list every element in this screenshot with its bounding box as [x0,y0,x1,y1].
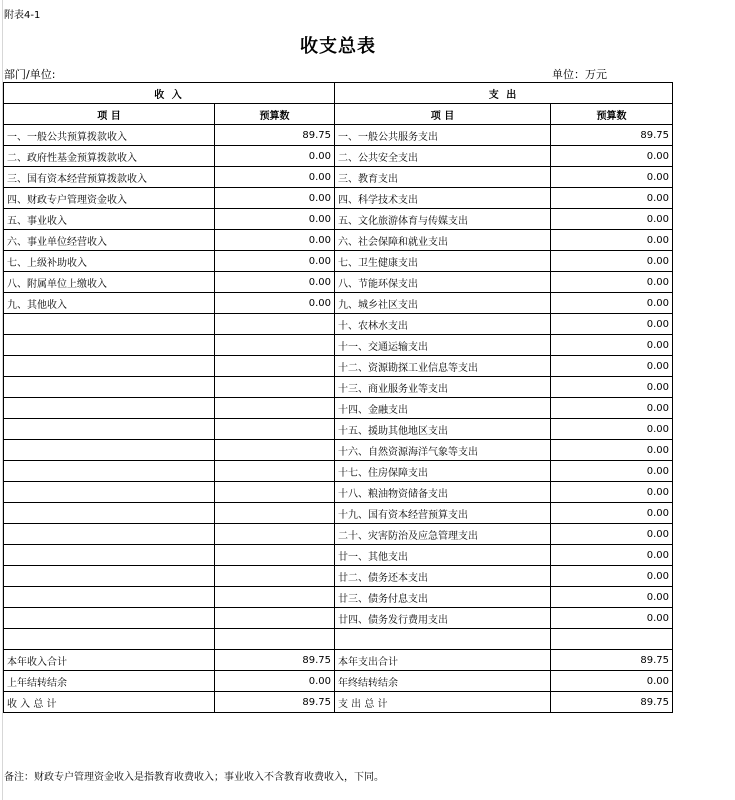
income_year-label: 本年收入合计 [4,650,215,671]
table-row [4,146,673,167]
expense_year-label: 本年支出合计 [335,650,551,671]
annex-label: 附表4-1 [4,10,41,21]
income-item-name [4,545,215,566]
expense-item-name: 一、一般公共服务支出 [335,125,551,146]
expense-item-value: 0.00 [551,188,673,209]
expense-item-value: 0.00 [551,545,673,566]
expense-item-value: 0.00 [551,314,673,335]
grand-total-row [4,692,673,713]
income-item-value: 89.75 [215,125,335,146]
income-item-name [4,608,215,629]
expense-item-value: 0.00 [551,482,673,503]
table-row [4,356,673,377]
income-item-name [4,482,215,503]
expense-item-name: 二十、灾害防治及应急管理支出 [335,524,551,545]
income-item-name: 三、国有资本经营预算拨款收入 [4,167,215,188]
carryover-row [4,671,673,692]
income-budget-header: 预算数 [215,104,335,125]
expense-item-value: 0.00 [551,251,673,272]
expense-item-name: 九、城乡社区支出 [335,293,551,314]
table-row [4,167,673,188]
income-item-name: 九、其他收入 [4,293,215,314]
income_carry-label: 上年结转结余 [4,671,215,692]
income-item-name: 一、一般公共预算拨款收入 [4,125,215,146]
expense-item-name: 十八、粮油物资储备支出 [335,482,551,503]
expense-item-value: 0.00 [551,398,673,419]
income-item-value [215,566,335,587]
expense-item-name: 六、社会保障和就业支出 [335,230,551,251]
income-item-value [215,356,335,377]
expense-header: 支 出 [335,83,673,104]
table-row [4,188,673,209]
income-item-value [215,545,335,566]
income-item-value [215,482,335,503]
expense-item-value: 0.00 [551,461,673,482]
expense-item-value: 0.00 [551,587,673,608]
income-item-name [4,440,215,461]
table-row [4,335,673,356]
income-item-name: 八、附属单位上缴收入 [4,272,215,293]
page-title: 收支总表 [300,36,376,57]
expense-item-value: 0.00 [551,608,673,629]
expense-item-name: 十六、自然资源海洋气象等支出 [335,440,551,461]
table-row [4,230,673,251]
expense-item-value: 0.00 [551,335,673,356]
income-item-value [215,377,335,398]
table-row [4,524,673,545]
income-item-name: 五、事业收入 [4,209,215,230]
expense-item-value: 0.00 [551,293,673,314]
expense-item-name: 八、节能环保支出 [335,272,551,293]
income_total-label: 收 入 总 计 [4,692,215,713]
income-item-value: 0.00 [215,209,335,230]
table-row [4,461,673,482]
footnote: 备注：财政专户管理资金收入是指教育收费收入；事业收入不含教育收费收入，下同。 [4,772,384,783]
income-item-name [4,419,215,440]
expense-item-name: 七、卫生健康支出 [335,251,551,272]
table-row [4,566,673,587]
blank-cell [335,629,551,650]
table-subheader-row [4,104,673,125]
expense-item-value: 0.00 [551,272,673,293]
income-item-name [4,314,215,335]
expense-item-name: 五、文化旅游体育与传媒支出 [335,209,551,230]
expense-item-name: 廿二、债务还本支出 [335,566,551,587]
income-item-header: 项 目 [4,104,215,125]
table-row [4,125,673,146]
year-total-row [4,650,673,671]
expense-item-name: 十二、资源勘探工业信息等支出 [335,356,551,377]
income_carry-value: 0.00 [215,671,335,692]
income-item-name [4,566,215,587]
blank-row [4,629,673,650]
expense-item-name: 四、科学技术支出 [335,188,551,209]
income-item-value [215,440,335,461]
expense-item-name: 十三、商业服务业等支出 [335,377,551,398]
income-item-value: 0.00 [215,230,335,251]
income-item-name [4,398,215,419]
income-item-name: 七、上级补助收入 [4,251,215,272]
income-item-name [4,335,215,356]
income-item-value: 0.00 [215,146,335,167]
expense-item-name: 十七、住房保障支出 [335,461,551,482]
expense-item-name: 廿一、其他支出 [335,545,551,566]
expense-item-value: 0.00 [551,167,673,188]
blank-cell [551,629,673,650]
income-item-value [215,503,335,524]
income-item-value: 0.00 [215,293,335,314]
table-row [4,608,673,629]
income-item-name [4,461,215,482]
table-row [4,272,673,293]
table-row [4,377,673,398]
table-row [4,209,673,230]
income-item-value [215,419,335,440]
expense-item-value: 0.00 [551,566,673,587]
expense-item-value: 0.00 [551,524,673,545]
expense-item-name: 廿四、债务发行费用支出 [335,608,551,629]
income_total-value: 89.75 [215,692,335,713]
expense-item-value: 0.00 [551,209,673,230]
table-row [4,314,673,335]
income-item-name [4,356,215,377]
expense_year-value: 89.75 [551,650,673,671]
expense-item-name: 廿三、债务付息支出 [335,587,551,608]
income-item-name: 二、政府性基金预算拨款收入 [4,146,215,167]
expense-item-name: 十九、国有资本经营预算支出 [335,503,551,524]
income-item-value [215,335,335,356]
table-row [4,398,673,419]
income-item-name: 六、事业单位经营收入 [4,230,215,251]
table-row [4,419,673,440]
income-item-value [215,398,335,419]
expense-item-name: 十五、援助其他地区支出 [335,419,551,440]
income-item-value [215,461,335,482]
table-header-row [4,83,673,104]
expense-item-value: 0.00 [551,230,673,251]
blank-cell [215,629,335,650]
income-item-name [4,524,215,545]
dept-label: 部门/单位: [4,68,56,81]
expense_total-value: 89.75 [551,692,673,713]
unit-label: 单位：万元 [552,68,607,81]
expense-item-value: 0.00 [551,440,673,461]
expense_total-label: 支 出 总 计 [335,692,551,713]
income-header: 收 入 [4,83,335,104]
income-item-value: 0.00 [215,167,335,188]
table-row [4,503,673,524]
expense-item-name: 三、教育支出 [335,167,551,188]
expense-item-value: 0.00 [551,356,673,377]
budget-summary-table [3,82,673,713]
expense-item-name: 二、公共安全支出 [335,146,551,167]
income-item-value: 0.00 [215,251,335,272]
expense-item-value: 89.75 [551,125,673,146]
expense-item-name: 十一、交通运输支出 [335,335,551,356]
expense_carry-label: 年终结转结余 [335,671,551,692]
expense-item-value: 0.00 [551,146,673,167]
income-item-value [215,608,335,629]
table-row [4,251,673,272]
expense-item-value: 0.00 [551,377,673,398]
income-item-value [215,314,335,335]
table-row [4,440,673,461]
table-row [4,293,673,314]
expense-item-name: 十、农林水支出 [335,314,551,335]
table-row [4,482,673,503]
expense-budget-header: 预算数 [551,104,673,125]
income-item-name: 四、财政专户管理资金收入 [4,188,215,209]
expense_carry-value: 0.00 [551,671,673,692]
table-row [4,545,673,566]
income-item-name [4,587,215,608]
income_year-value: 89.75 [215,650,335,671]
income-item-value: 0.00 [215,188,335,209]
income-item-name [4,503,215,524]
expense-item-value: 0.00 [551,419,673,440]
income-item-name [4,377,215,398]
expense-item-header: 项 目 [335,104,551,125]
income-item-value [215,587,335,608]
table-row [4,587,673,608]
blank-cell [4,629,215,650]
income-item-value [215,524,335,545]
expense-item-name: 十四、金融支出 [335,398,551,419]
income-item-value: 0.00 [215,272,335,293]
expense-item-value: 0.00 [551,503,673,524]
